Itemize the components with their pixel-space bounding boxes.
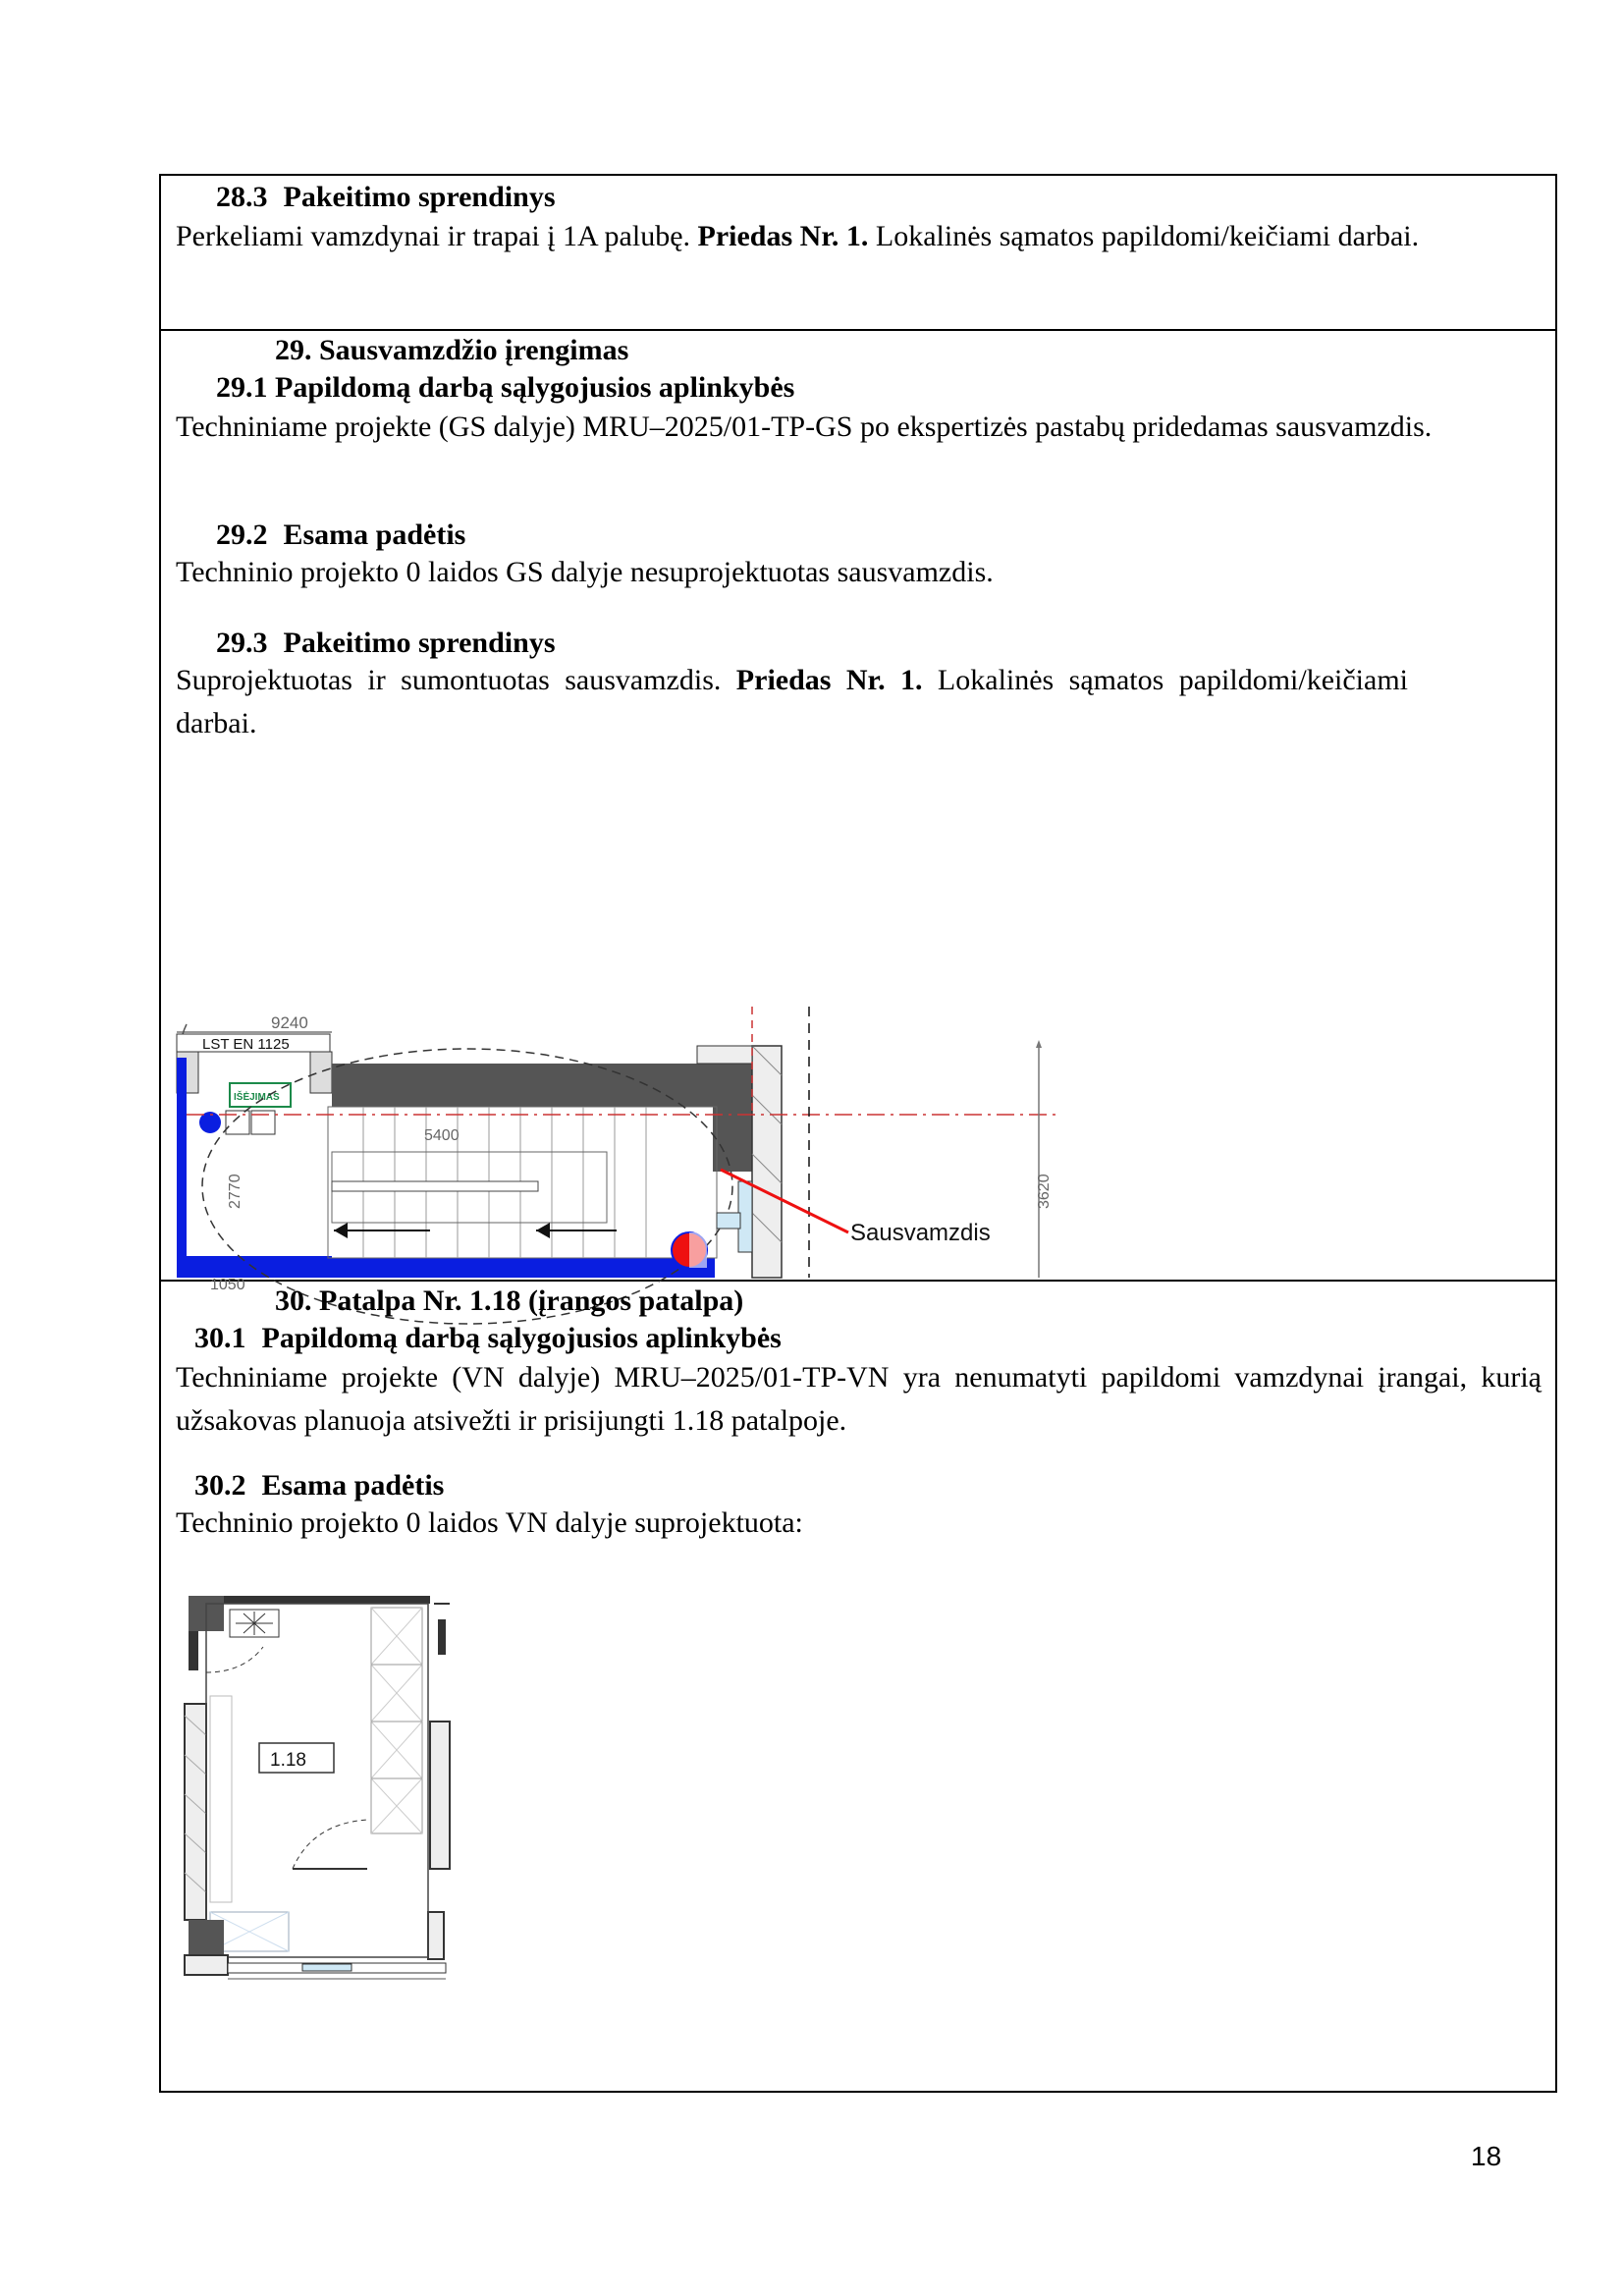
heading-number: 28.3 [216,181,268,213]
paragraph-30-2: Techninio projekto 0 laidos VN dalyje suprojektuota: [176,1506,803,1539]
content-table [159,174,1557,2093]
text: Lokalinės sąmatos papildomi/keičiami darbai. [176,664,1408,739]
page-number: 18 [1471,2141,1502,2171]
exit-sign-text: IŠĖJIMAS [234,1092,280,1103]
text: Lokalinės sąmatos papildomi/keičiami darbai. [868,220,1420,252]
section-title-29: 29. Sausvamzdžio įrengimas [275,334,629,366]
standard-label: LST EN 1125 [202,1036,290,1053]
paragraph-30-1: Techniniame projekte (VN dalyje) MRU–2025/01-TP-VN yra nenumatyti papildomi vamzdynai įrangai, kurią užsakovas planuoja atsivežti ir prisijungti 1.18 patalpoje. [176,1361,1542,1437]
heading-30-1 [194,1317,782,1360]
room-plan-drawing [175,1588,450,1991]
heading-number: 30.1 [194,1322,246,1354]
section-title-30: 30. Patalpa Nr. 1.18 (įrangos patalpa) [275,1285,744,1317]
annex-reference: Priedas Nr. 1. [697,220,869,252]
heading-title: Papildomą darbą sąlygojusios aplinkybės [261,1322,782,1354]
heading-number: 30.2 [194,1469,246,1502]
heading-28-3 [216,176,556,219]
room-label: 1.18 [270,1750,306,1771]
annex-reference: Priedas Nr. 1. [735,664,923,696]
row-28-3 [161,176,1555,331]
stair-plan-drawing [175,1005,1068,1293]
paragraph-28-3 [176,215,1542,258]
text: Perkeliami vamzdynai ir trapai į 1A palubę. [176,220,698,252]
dim-height-left: 2770 [227,1174,243,1209]
heading-title: Esama padėtis [283,519,466,551]
paragraph-29-3 [176,659,1408,745]
paragraph-29-2: Techninio projekto 0 laidos GS dalyje nesuprojektuotas sausvamzdis. [176,556,994,588]
heading-number: 29.2 [216,519,268,551]
row-29 [161,329,1555,1293]
heading-title: Esama padėtis [261,1469,445,1502]
callout-label: Sausvamzdis [850,1220,991,1246]
text: Suprojektuotas ir sumontuotas sausvamzdis. [176,664,736,696]
paragraph-29-1: Techniniame projekte (GS dalyje) MRU–2025/01-TP-GS po ekspertizės pastabų pridedamas sausvamzdis. [176,410,1433,443]
dim-bottom: 1050 [210,1277,245,1293]
dim-top: 9240 [271,1013,308,1032]
heading-title: Pakeitimo sprendinys [283,627,556,659]
heading-title: Pakeitimo sprendinys [283,181,556,213]
heading-29-1: 29.1 Papildomą darbą sąlygojusios aplinkybės [216,371,795,404]
heading-number: 29.3 [216,627,268,659]
dim-width: 5400 [424,1127,460,1144]
dim-height-right: 3620 [1036,1174,1053,1209]
row-30 [161,1280,1555,2093]
